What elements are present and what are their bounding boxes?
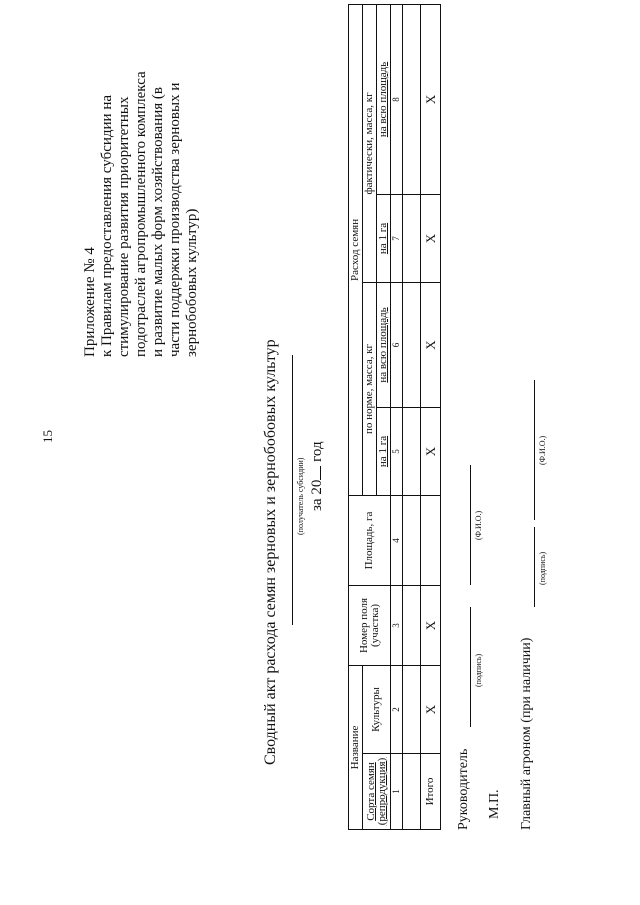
column-number: 3 xyxy=(391,585,403,665)
total-row xyxy=(421,4,441,829)
seed-consumption-table xyxy=(348,4,441,830)
appendix-line: части поддержки производства зерновых и xyxy=(167,82,183,357)
header-by-norm: по норме, масса, кг xyxy=(363,282,377,495)
total-mark: X xyxy=(421,407,441,495)
year-blank xyxy=(308,466,321,480)
table-cell xyxy=(403,665,421,753)
header-seed-variety: Сорта семян (репродукция) xyxy=(363,754,391,830)
agronomist-name-line xyxy=(534,380,535,520)
column-number: 6 xyxy=(391,282,403,407)
appendix-line: и развитие малых форм хозяйствования (в xyxy=(150,87,166,357)
column-number: 5 xyxy=(391,407,403,495)
header-actual: фактически, масса, кг xyxy=(363,4,377,282)
agronomist-name-caption: (Ф.И.О.) xyxy=(538,435,547,465)
head-signature-line xyxy=(470,607,471,727)
appendix-line: подотраслей агропромышленного комплекса xyxy=(133,71,149,357)
table-cell xyxy=(403,4,421,194)
column-number: 7 xyxy=(391,194,403,282)
column-number: 8 xyxy=(391,4,403,194)
header-norm-per-ha: на 1 га xyxy=(377,407,391,495)
page-number: 15 xyxy=(40,430,55,443)
table-cell xyxy=(403,495,421,585)
recipient-blank-line xyxy=(292,355,293,625)
data-row xyxy=(403,4,421,829)
appendix-line: стимулирование развития приоритетных xyxy=(116,96,132,357)
table-cell xyxy=(403,407,421,495)
header-culture: Культуры xyxy=(363,665,391,753)
total-mark: X xyxy=(421,665,441,753)
total-mark: X xyxy=(421,585,441,665)
header-actual-total-area: на всю площадь xyxy=(377,4,391,194)
appendix-line: зернобобовых культур) xyxy=(184,208,200,357)
head-label: Руководитель xyxy=(456,748,471,830)
header-name-group: Название xyxy=(349,665,363,829)
table-cell xyxy=(403,585,421,665)
total-mark: X xyxy=(421,4,441,194)
year-suffix: год xyxy=(309,441,325,462)
table-cell xyxy=(403,754,421,830)
appendix-line: Приложение № 4 xyxy=(82,247,98,357)
head-name-line xyxy=(470,465,471,585)
total-mark xyxy=(421,495,441,585)
head-name-caption: (Ф.И.О.) xyxy=(474,510,483,540)
total-mark: X xyxy=(421,194,441,282)
total-mark: X xyxy=(421,282,441,407)
stamp-label: М.П. xyxy=(487,789,502,819)
total-label: Итого xyxy=(421,754,441,830)
column-number: 2 xyxy=(391,665,403,753)
column-number: 4 xyxy=(391,495,403,585)
header-actual-per-ha: на 1 га xyxy=(377,194,391,282)
act-year xyxy=(308,441,326,511)
year-prefix: за 20 xyxy=(309,479,325,511)
header-seed-consumption: Расход семян xyxy=(349,4,363,495)
agronomist-label: Главный агроном (при наличии) xyxy=(519,637,534,830)
recipient-caption: (получатель субсидии) xyxy=(296,457,305,535)
table-cell xyxy=(403,194,421,282)
header-norm-total-area: на всю площадь xyxy=(377,282,391,407)
table-cell xyxy=(403,282,421,407)
header-field-number: Номер поля (участка) xyxy=(349,585,391,665)
appendix-line: к Правилам предоставления субсидии на xyxy=(99,94,115,357)
agronomist-signature-line xyxy=(534,527,535,607)
column-number: 1 xyxy=(391,754,403,830)
column-number-row xyxy=(391,4,403,829)
act-title: Сводный акт расхода семян зерновых и зернобобовых культур xyxy=(262,339,279,765)
header-area: Площадь, га xyxy=(349,495,391,585)
agronomist-signature-caption: (подпись) xyxy=(538,551,547,585)
appendix-header xyxy=(82,27,201,357)
head-signature-caption: (подпись) xyxy=(474,653,483,687)
